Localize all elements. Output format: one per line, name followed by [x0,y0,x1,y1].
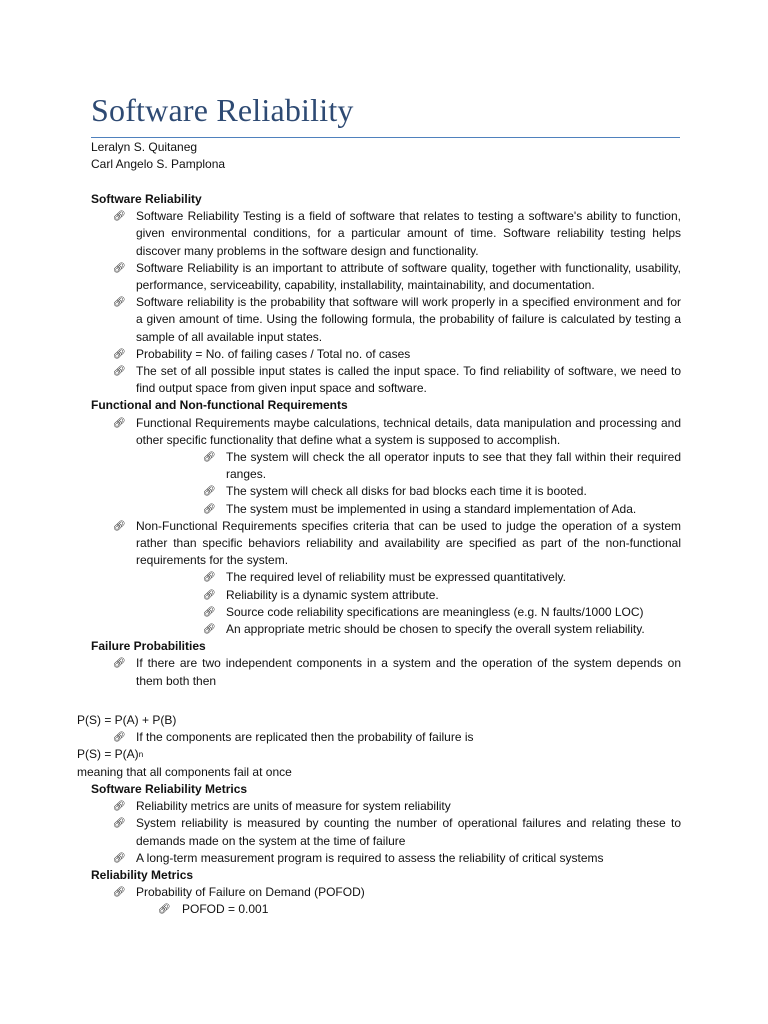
failure-formulas [77,712,681,781]
list-item: 🔗︎ Non-Functional Requirements specifies criteria that can be used to judge the operation of a system rather than specific behaviors reliability and availability are specified as part of the non-functional requirements for the system. [113,518,681,568]
link-bullet-icon: 🔗︎ [203,452,216,464]
metrics-section [91,781,681,919]
section-heading: Software Reliability Metrics [91,782,248,796]
formula-note: meaning that all components fail at once [77,764,292,779]
list-item: 🔗︎ Probability of Failure on Demand (POFOD) [91,884,681,901]
document-title: Software Reliability [91,92,354,128]
link-bullet-icon: 🔗︎ [113,417,126,429]
list-item: 🔗︎ Functional Requirements maybe calculations, technical details, data manipulation and processing and other specific functionality that define what a system is supposed to accomplish. [113,415,681,447]
sub-list-item: 🔗︎ Source code reliability specifications are meaningless (e.g. N faults/1000 LOC) [91,604,681,621]
link-bullet-icon: 🔗︎ [113,852,126,864]
link-bullet-icon: 🔗︎ [113,366,126,378]
list-item: 🔗︎ Probability = No. of failing cases / Total no. of cases [91,346,681,363]
link-bullet-icon: 🔗︎ [203,486,216,498]
formula: $P(S) = P(A)^n$ [77,747,144,762]
sub-list-item: 🔗︎ Reliability is a dynamic system attribute. [91,587,681,604]
section-heading: Reliability Metrics [91,868,194,883]
list-item: 🔗︎ If the components are replicated then the probability of failure is [77,729,681,746]
title-underline [91,137,680,138]
link-bullet-icon: 🔗︎ [203,606,216,618]
link-bullet-icon: 🔗︎ [203,589,216,601]
list-item: 🔗︎ A long-term measurement program is required to assess the reliability of critical systems [91,850,681,867]
link-bullet-icon: 🔗︎ [113,348,126,360]
list-item: 🔗︎ Software Reliability is an important to attribute of software quality, together with functionality, usability, performance, serviceability, capability, installability, maintainability, and documentation. [113,260,681,293]
sub-list-item: 🔗︎ The system must be implemented in using a standard implementation of Ada. [91,501,681,518]
sub-list-item: 🔗︎ The system will check the all operator inputs to see that they fall within their required ranges. [203,450,681,482]
link-bullet-icon: 🔗︎ [203,624,216,636]
link-bullet-icon: 🔗︎ [113,297,126,309]
link-bullet-icon: 🔗︎ [113,732,126,744]
link-bullet-icon: 🔗︎ [113,801,126,813]
link-bullet-icon: 🔗︎ [113,887,126,899]
list-item: 🔗︎ If there are two independent components in a system and the operation of the system depends on them both then [113,656,681,688]
list-item: 🔗︎ Software reliability is the probability that software will work properly in a specified environment and for a given amount of time. Using the following formula, the probability of failure is calculated by testing a sample of all available input states. [113,295,681,344]
section-heading: Functional and Non-functional Requirements [91,398,348,413]
list-item: 🔗︎ System reliability is measured by counting the number of operational failures and relating these to demands made on the system at the time of failure [113,816,681,848]
document-body [91,191,681,690]
author-name: Carl Angelo S. Pamplona [91,157,226,171]
link-bullet-icon: 🔗︎ [203,503,216,515]
link-bullet-icon: 🔗︎ [113,262,126,274]
link-bullet-icon: 🔗︎ [158,904,171,916]
sub-list-item: 🔗︎ POFOD = 0.001 [91,901,681,918]
section-heading: Software Reliability [91,192,202,206]
link-bullet-icon: 🔗︎ [113,520,126,532]
list-item: 🔗︎ Reliability metrics are units of measure for system reliability [91,798,681,815]
sub-list-item: 🔗︎ The required level of reliability must be expressed quantitatively. [91,569,681,586]
link-bullet-icon: 🔗︎ [113,818,126,830]
link-bullet-icon: 🔗︎ [113,658,126,670]
author-name: Leralyn S. Quitaneg [91,140,198,154]
formula: P(S) = P(A) + P(B) [77,713,177,727]
section-heading: Failure Probabilities [91,639,206,654]
link-bullet-icon: 🔗︎ [203,572,216,584]
sub-list-item: 🔗︎ The system will check all disks for bad blocks each time it is booted. [91,483,681,500]
list-item: 🔗︎ The set of all possible input states is called the input space. To find reliability of software, we need to find output space from given input space and software. [113,364,681,396]
sub-list-item: 🔗︎ An appropriate metric should be chosen to specify the overall system reliability. [91,621,681,638]
list-item: 🔗︎ Software Reliability Testing is a field of software that relates to testing a software's ability to function, given environmental conditions, for a particular amount of time. Software reliability testing helps discover many problems in the software design and functionality. [113,209,681,258]
link-bullet-icon: 🔗︎ [113,211,126,223]
